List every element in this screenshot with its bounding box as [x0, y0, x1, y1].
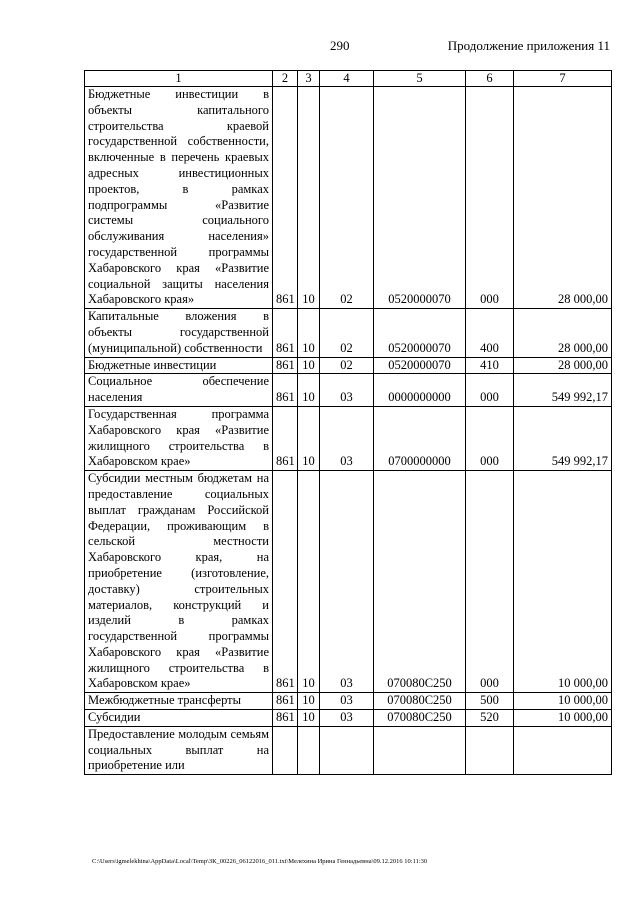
target-article-cell: 0520000070 — [374, 357, 466, 374]
target-article-cell: 0520000070 — [374, 87, 466, 309]
amount-cell: 28 000,00 — [514, 309, 612, 357]
expense-name-cell: Бюджетные инвестиции — [85, 357, 273, 374]
column-header: 1 — [85, 71, 273, 87]
target-article-cell — [374, 726, 466, 774]
column-header: 6 — [466, 71, 514, 87]
expense-type-cell: 000 — [466, 374, 514, 407]
amount-cell: 549 992,17 — [514, 374, 612, 407]
expense-name-cell: Капитальные вложения в объекты государственной (муниципальной) собственности — [85, 309, 273, 357]
table-row — [85, 406, 612, 470]
target-article-cell: 070080С250 — [374, 693, 466, 710]
amount-cell: 10 000,00 — [514, 710, 612, 727]
ministry-code-cell: 861 — [273, 374, 298, 407]
expense-name-cell: Государственная программа Хабаровского края «Развитие жилищного строительства в Хабаровском крае» — [85, 406, 273, 470]
expense-name-cell: Предоставление молодым семьям социальных выплат на приобретение или — [85, 726, 273, 774]
expense-type-cell — [466, 726, 514, 774]
amount-cell: 10 000,00 — [514, 693, 612, 710]
ministry-code-cell: 861 — [273, 357, 298, 374]
column-header: 2 — [273, 71, 298, 87]
subsection-code-cell: 03 — [320, 406, 374, 470]
section-code-cell: 10 — [298, 87, 320, 309]
expense-name-cell: Межбюджетные трансферты — [85, 693, 273, 710]
amount-cell — [514, 726, 612, 774]
expense-type-cell: 000 — [466, 87, 514, 309]
column-header: 7 — [514, 71, 612, 87]
expense-type-cell: 400 — [466, 309, 514, 357]
table-row — [85, 693, 612, 710]
amount-cell: 10 000,00 — [514, 471, 612, 693]
document-footer-path: C:\Users\igmelekhina\AppData\Local\Temp\ЗК_00226_06122016_011.txt\Мелехина Ирина Геннадьевна\09.12.2016 10:11:30 — [92, 858, 428, 865]
column-header: 3 — [298, 71, 320, 87]
table-row — [85, 726, 612, 774]
expense-type-cell: 520 — [466, 710, 514, 727]
expense-name-cell: Субсидии местным бюджетам на предоставление социальных выплат гражданам Российской Федерации, проживающим в сельской местности Хабаровского края, на приобретение (изготовление, доставку) строительных материалов, конструкций и изделий в рамках государственной программы Хабаровского края «Развитие жилищного строительства в Хабаровском крае» — [85, 471, 273, 693]
section-code-cell: 10 — [298, 374, 320, 407]
expense-type-cell: 500 — [466, 693, 514, 710]
amount-cell: 28 000,00 — [514, 357, 612, 374]
expense-type-cell: 410 — [466, 357, 514, 374]
ministry-code-cell: 861 — [273, 471, 298, 693]
ministry-code-cell: 861 — [273, 406, 298, 470]
page-caption: Продолжение приложения 11 — [447, 38, 610, 53]
column-header: 5 — [374, 71, 466, 87]
expense-name-cell: Субсидии — [85, 710, 273, 727]
table-row — [85, 710, 612, 727]
subsection-code-cell — [320, 726, 374, 774]
expense-name-cell: Социальное обеспечение населения — [85, 374, 273, 407]
subsection-code-cell: 03 — [320, 710, 374, 727]
section-code-cell: 10 — [298, 357, 320, 374]
subsection-code-cell: 03 — [320, 693, 374, 710]
table-row — [85, 87, 612, 309]
target-article-cell: 0520000070 — [374, 309, 466, 357]
subsection-code-cell: 02 — [320, 87, 374, 309]
page-number: 290 — [330, 38, 350, 53]
section-code-cell: 10 — [298, 309, 320, 357]
table-row — [85, 309, 612, 357]
amount-cell: 28 000,00 — [514, 87, 612, 309]
ministry-code-cell — [273, 726, 298, 774]
table-header-row — [85, 71, 612, 87]
section-code-cell: 10 — [298, 710, 320, 727]
ministry-code-cell: 861 — [273, 309, 298, 357]
subsection-code-cell: 03 — [320, 374, 374, 407]
target-article-cell: 0700000000 — [374, 406, 466, 470]
subsection-code-cell: 03 — [320, 471, 374, 693]
target-article-cell: 070080С250 — [374, 471, 466, 693]
expense-type-cell: 000 — [466, 406, 514, 470]
ministry-code-cell: 861 — [273, 693, 298, 710]
section-code-cell: 10 — [298, 471, 320, 693]
expense-type-cell: 000 — [466, 471, 514, 693]
column-header: 4 — [320, 71, 374, 87]
section-code-cell — [298, 726, 320, 774]
section-code-cell: 10 — [298, 693, 320, 710]
subsection-code-cell: 02 — [320, 357, 374, 374]
expense-name-cell: Бюджетные инвестиции в объекты капитального строительства краевой государственной собственности, включенные в перечень краевых адресных инвестиционных проектов, в рамках подпрограммы «Развитие системы социального обслуживания населения» государственной программы Хабаровского края «Развитие социальной защиты населения Хабаровского края» — [85, 87, 273, 309]
budget-table — [84, 70, 612, 775]
table-row — [85, 357, 612, 374]
target-article-cell: 0000000000 — [374, 374, 466, 407]
table-row — [85, 374, 612, 407]
table-row — [85, 471, 612, 693]
section-code-cell: 10 — [298, 406, 320, 470]
ministry-code-cell: 861 — [273, 710, 298, 727]
subsection-code-cell: 02 — [320, 309, 374, 357]
ministry-code-cell: 861 — [273, 87, 298, 309]
target-article-cell: 070080С250 — [374, 710, 466, 727]
amount-cell: 549 992,17 — [514, 406, 612, 470]
